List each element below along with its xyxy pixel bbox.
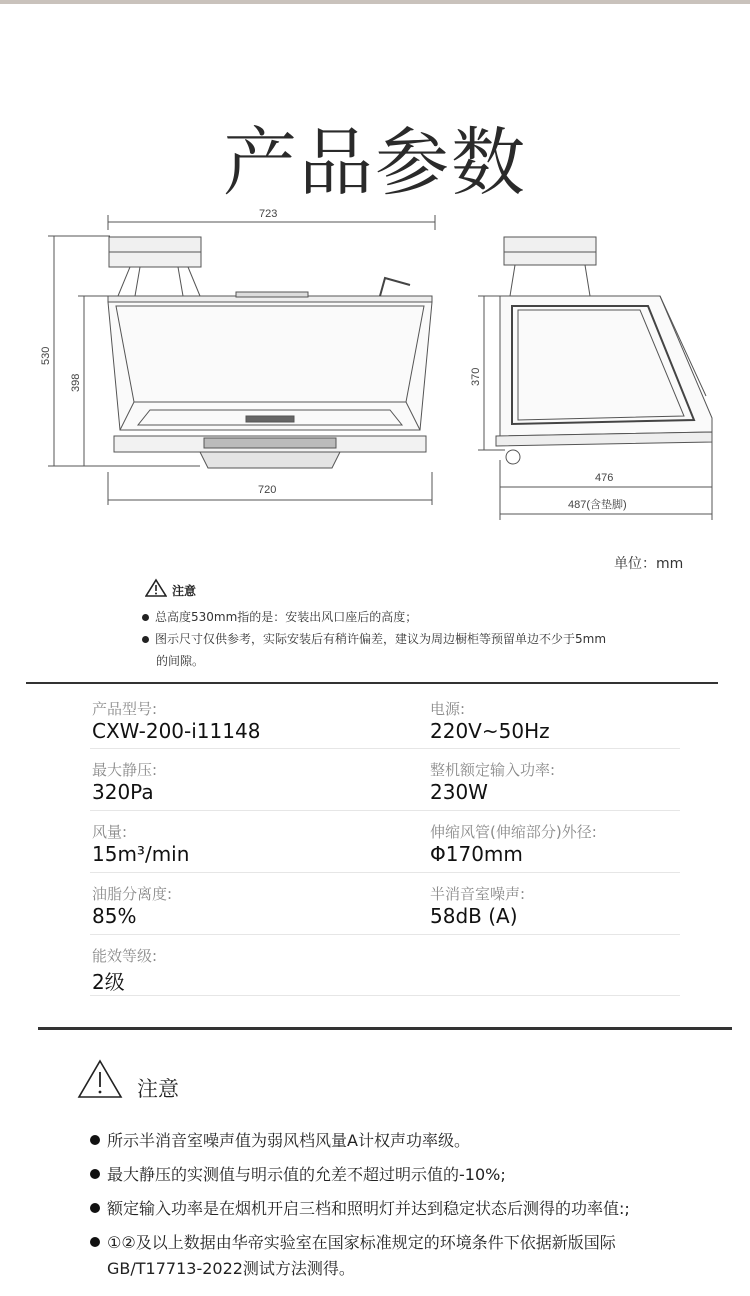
dim-bottom-width: 720	[258, 484, 277, 496]
dim-side-depth: 476	[595, 472, 614, 484]
row-divider	[90, 872, 680, 873]
warning-icon	[145, 578, 167, 598]
warning-icon	[76, 1058, 124, 1100]
small-note-item: 图示尺寸仅供参考，实际安装后有稍许偏差，建议为周边橱柜等预留单边不少于5mm	[142, 628, 606, 650]
dim-total-height: 530	[40, 346, 52, 365]
divider	[26, 682, 718, 684]
row-divider	[90, 810, 680, 811]
big-note-title: 注意	[137, 1077, 179, 1101]
dim-side-height: 370	[470, 367, 482, 386]
row-divider	[90, 934, 680, 935]
divider	[38, 1027, 732, 1030]
small-note-item: 总高度530mm指的是：安装出风口座后的高度；	[142, 606, 417, 628]
small-note-item: 的间隙。	[156, 654, 205, 668]
dim-body-height: 398	[70, 373, 82, 392]
small-note-title: 注意	[172, 584, 197, 598]
dimension-drawing	[0, 0, 750, 560]
dim-top-width: 723	[259, 208, 278, 220]
unit-label: 单位：mm	[614, 556, 684, 572]
row-divider	[90, 748, 680, 749]
page-title: 产品参数	[223, 120, 527, 206]
row-divider	[90, 995, 680, 996]
dim-side-depth-feet: 487(含垫脚)	[568, 499, 627, 511]
